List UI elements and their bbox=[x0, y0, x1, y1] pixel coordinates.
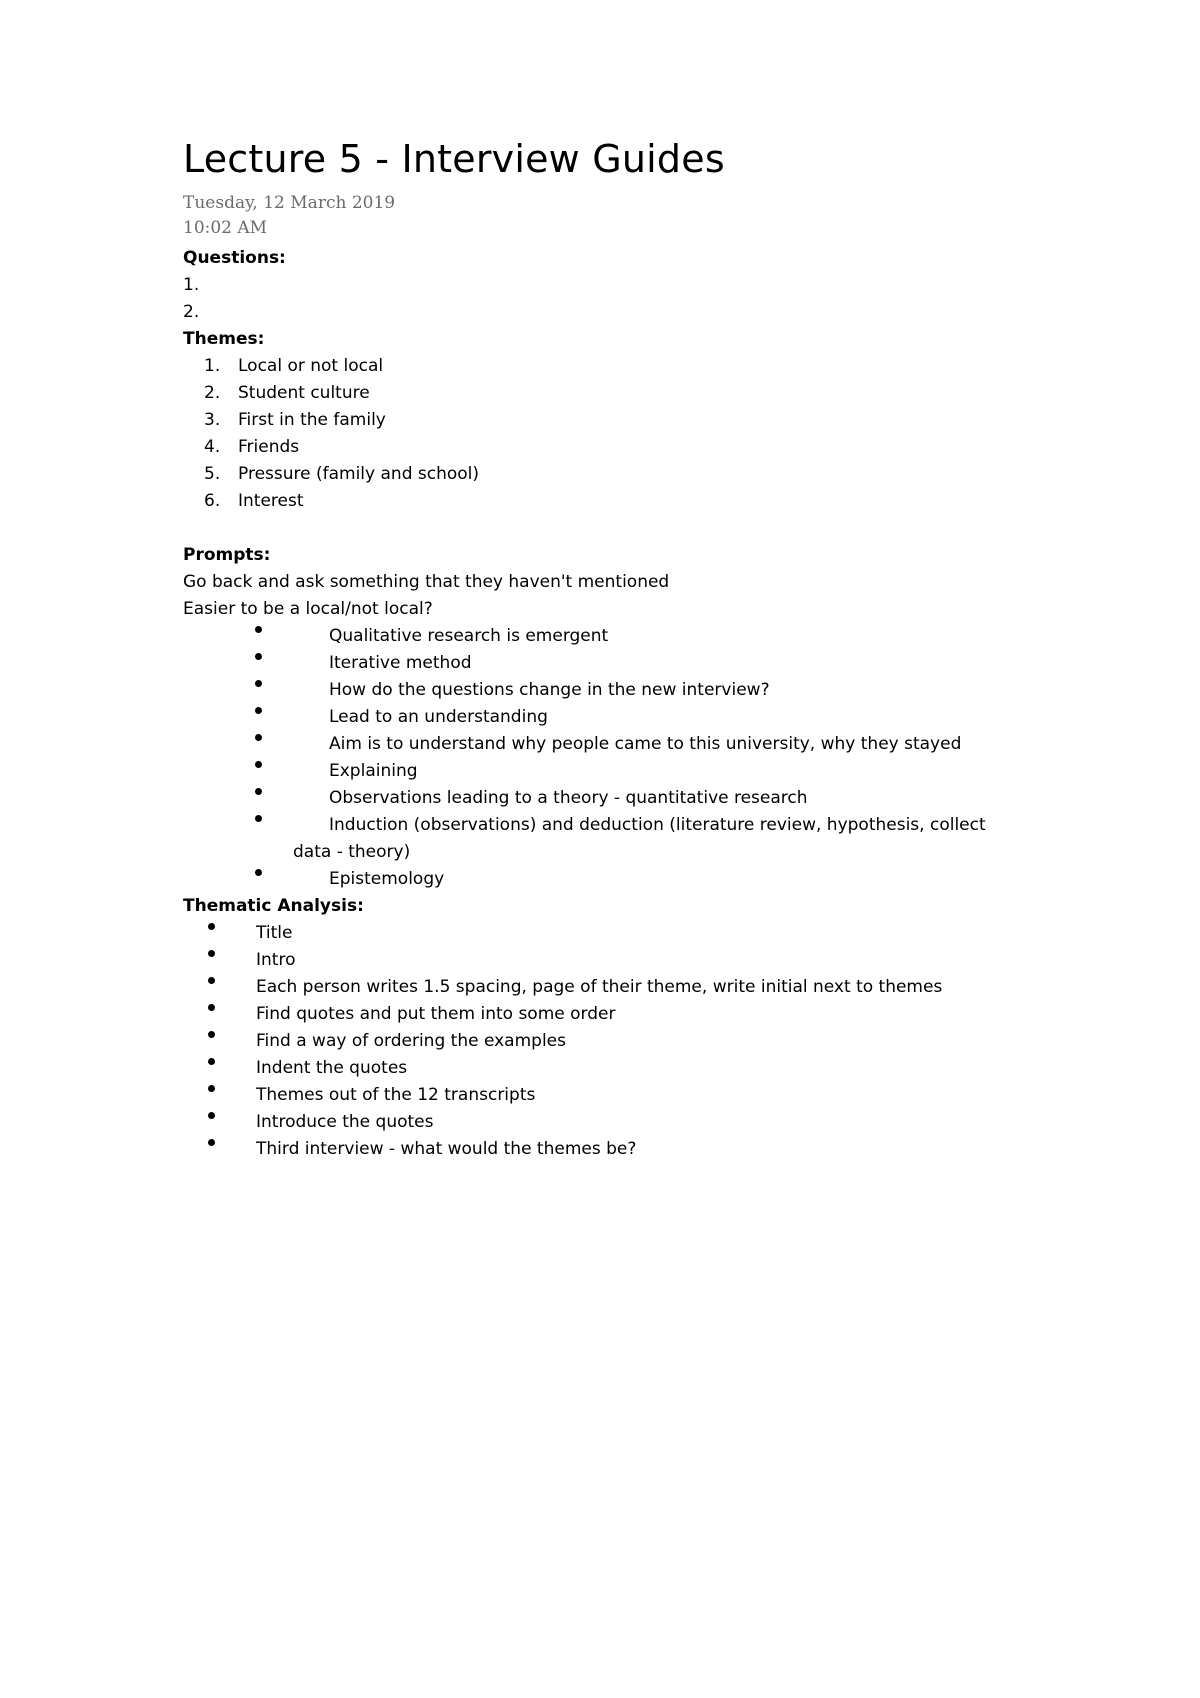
prompt-bullet-item: Epistemology bbox=[329, 869, 445, 889]
prompt-bullet-item: Lead to an understanding bbox=[329, 707, 548, 727]
theme-number: 2. bbox=[204, 383, 221, 403]
bullet-icon bbox=[208, 950, 215, 957]
prompt-line: Easier to be a local/not local? bbox=[183, 599, 433, 619]
bullet-icon bbox=[255, 707, 262, 714]
prompts-heading: Prompts: bbox=[183, 545, 271, 565]
theme-item: Pressure (family and school) bbox=[238, 464, 480, 484]
analysis-bullet-item: Find a way of ordering the examples bbox=[256, 1031, 566, 1051]
prompt-bullet-item: Induction (observations) and deduction (literature review, hypothesis, collect bbox=[329, 815, 986, 835]
page-time: 10:02 AM bbox=[183, 218, 268, 238]
prompt-bullet-item: Observations leading to a theory - quantitative research bbox=[329, 788, 808, 808]
prompt-bullet-item: Aim is to understand why people came to this university, why they stayed bbox=[329, 734, 962, 754]
theme-number: 4. bbox=[204, 437, 221, 457]
theme-number: 3. bbox=[204, 410, 221, 430]
analysis-bullet-item: Indent the quotes bbox=[256, 1058, 408, 1078]
bullet-icon bbox=[208, 977, 215, 984]
theme-number: 6. bbox=[204, 491, 221, 511]
bullet-icon bbox=[255, 653, 262, 660]
theme-item: First in the family bbox=[238, 410, 386, 430]
bullet-icon bbox=[208, 1139, 215, 1146]
analysis-bullet-item: Each person writes 1.5 spacing, page of their theme, write initial next to themes bbox=[256, 977, 943, 997]
prompt-bullet-continuation: data - theory) bbox=[293, 842, 411, 862]
question-number-1: 1. bbox=[183, 275, 200, 295]
theme-number: 5. bbox=[204, 464, 221, 484]
bullet-icon bbox=[255, 680, 262, 687]
bullet-icon bbox=[208, 1004, 215, 1011]
bullet-icon bbox=[208, 923, 215, 930]
prompt-line: Go back and ask something that they haven't mentioned bbox=[183, 572, 670, 592]
theme-item: Local or not local bbox=[238, 356, 384, 376]
bullet-icon bbox=[255, 815, 262, 822]
prompt-bullet-item: How do the questions change in the new interview? bbox=[329, 680, 770, 700]
analysis-bullet-item: Find quotes and put them into some order bbox=[256, 1004, 616, 1024]
theme-item: Student culture bbox=[238, 383, 370, 403]
page-title: Lecture 5 - Interview Guides bbox=[183, 137, 725, 181]
themes-heading: Themes: bbox=[183, 329, 265, 349]
question-number-2: 2. bbox=[183, 302, 200, 322]
bullet-icon bbox=[208, 1058, 215, 1065]
questions-heading: Questions: bbox=[183, 248, 286, 268]
bullet-icon bbox=[208, 1085, 215, 1092]
prompt-bullet-item: Explaining bbox=[329, 761, 418, 781]
analysis-bullet-item: Themes out of the 12 transcripts bbox=[256, 1085, 536, 1105]
theme-item: Interest bbox=[238, 491, 304, 511]
analysis-bullet-item: Title bbox=[256, 923, 293, 943]
bullet-icon bbox=[255, 734, 262, 741]
bullet-icon bbox=[255, 869, 262, 876]
analysis-bullet-item: Third interview - what would the themes be? bbox=[256, 1139, 637, 1159]
bullet-icon bbox=[255, 626, 262, 633]
bullet-icon bbox=[208, 1112, 215, 1119]
bullet-icon bbox=[208, 1031, 215, 1038]
analysis-bullet-item: Introduce the quotes bbox=[256, 1112, 434, 1132]
bullet-icon bbox=[255, 788, 262, 795]
analysis-bullet-item: Intro bbox=[256, 950, 296, 970]
thematic-analysis-heading: Thematic Analysis: bbox=[183, 896, 364, 916]
bullet-icon bbox=[255, 761, 262, 768]
theme-number: 1. bbox=[204, 356, 221, 376]
theme-item: Friends bbox=[238, 437, 300, 457]
prompt-bullet-item: Qualitative research is emergent bbox=[329, 626, 609, 646]
prompt-bullet-item: Iterative method bbox=[329, 653, 472, 673]
page-date: Tuesday, 12 March 2019 bbox=[183, 193, 396, 213]
